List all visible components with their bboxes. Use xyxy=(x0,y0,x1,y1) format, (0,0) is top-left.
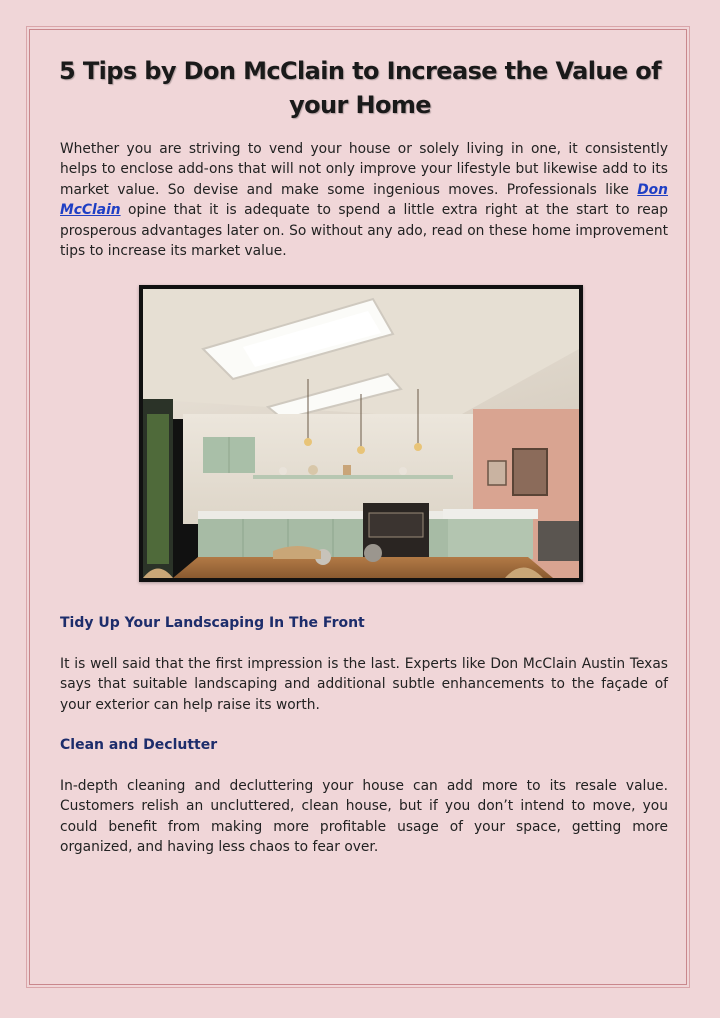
intro-paragraph xyxy=(60,139,668,261)
intro-text-before: Whether you are striving to vend your house or solely living in one, it consistently helps to enclose add-ons that will not only improve your lifestyle but likewise add to its market value. So devise and make some ingenious moves. Professionals like xyxy=(60,141,668,198)
kitchen-illustration xyxy=(143,289,579,578)
section-heading-landscaping: Tidy Up Your Landscaping In The Front xyxy=(60,615,365,631)
page-title: 5 Tips by Don McClain to Increase the Value of your Home xyxy=(58,57,662,119)
kitchen-photo xyxy=(139,285,583,582)
intro-text-after: opine that it is adequate to spend a little extra right at the start to reap prosperous advantages later on. So without any ado, read on these home improvement tips to increase its market value. xyxy=(60,202,668,260)
section-body-declutter: In-depth cleaning and decluttering your house can add more to its resale value. Customers relish an uncluttered, clean house, but if you don’t intend to move, you could benefit from making more profitable usage of your space, getting more organized, and having less chaos to fear over. xyxy=(60,778,668,856)
section-body-landscaping: It is well said that the first impression is the last. Experts like Don McClain Austin Texas says that suitable landscaping and additional subtle enhancements to the façade of your exterior can help raise its worth. xyxy=(60,656,668,713)
section-heading-declutter: Clean and Declutter xyxy=(60,737,218,753)
don-mcclain-link[interactable]: Don McClain xyxy=(60,181,668,219)
